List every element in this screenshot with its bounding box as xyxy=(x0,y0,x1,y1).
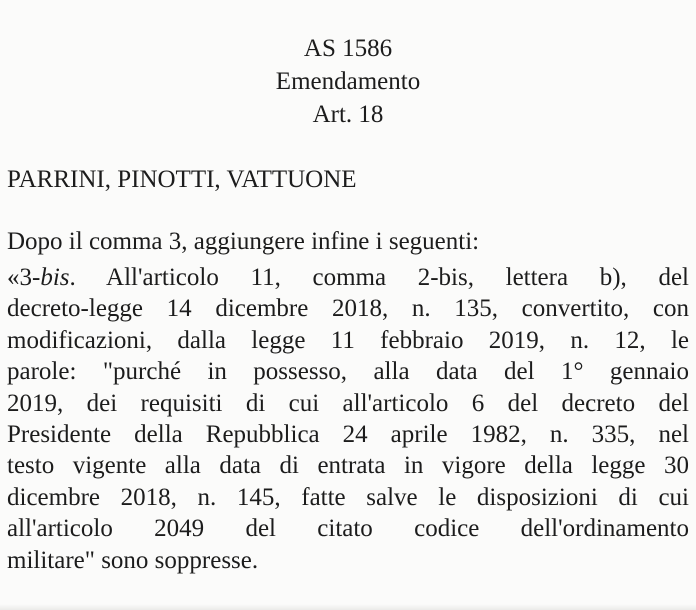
body-line: Presidente della Repubblica 24 aprile 1982, n. 335, nel xyxy=(7,420,689,448)
body-line-prefix: «3- xyxy=(7,264,41,291)
body-line: modificazioni, dalla legge 11 febbraio 2019, n. 12, le xyxy=(7,326,689,354)
body-line-italic: bis xyxy=(40,264,70,291)
body-line: all'articolo 2049 del citato codice dell'ordinamento xyxy=(7,515,689,543)
document-type: Emendamento xyxy=(275,68,421,95)
body-line: 2019, dei requisiti di cui all'articolo 6 del decreto del xyxy=(7,389,689,417)
bill-number: AS 1586 xyxy=(303,35,393,62)
body-line: dicembre 2018, n. 145, fatte salve le disposizioni di cui xyxy=(7,483,689,511)
amendment-body xyxy=(7,262,689,576)
authors-line: PARRINI, PINOTTI, VATTUONE xyxy=(7,166,357,193)
body-line: militare" sono soppresse. xyxy=(7,546,259,574)
page-edge-shadow xyxy=(0,604,696,610)
article-number: Art. 18 xyxy=(312,101,384,128)
body-line: decreto-legge 14 dicembre 2018, n. 135, convertito, con xyxy=(7,295,689,323)
body-line-rest: . All'articolo 11, comma 2-bis, lettera b), del xyxy=(69,264,689,291)
body-line: testo vigente alla data di entrata in vigore della legge 30 xyxy=(7,452,689,480)
intro-line: Dopo il comma 3, aggiungere infine i seguenti: xyxy=(7,228,480,255)
body-line xyxy=(7,262,689,293)
body-line: parole: "purché in possesso, alla data del 1° gennaio xyxy=(7,358,689,386)
